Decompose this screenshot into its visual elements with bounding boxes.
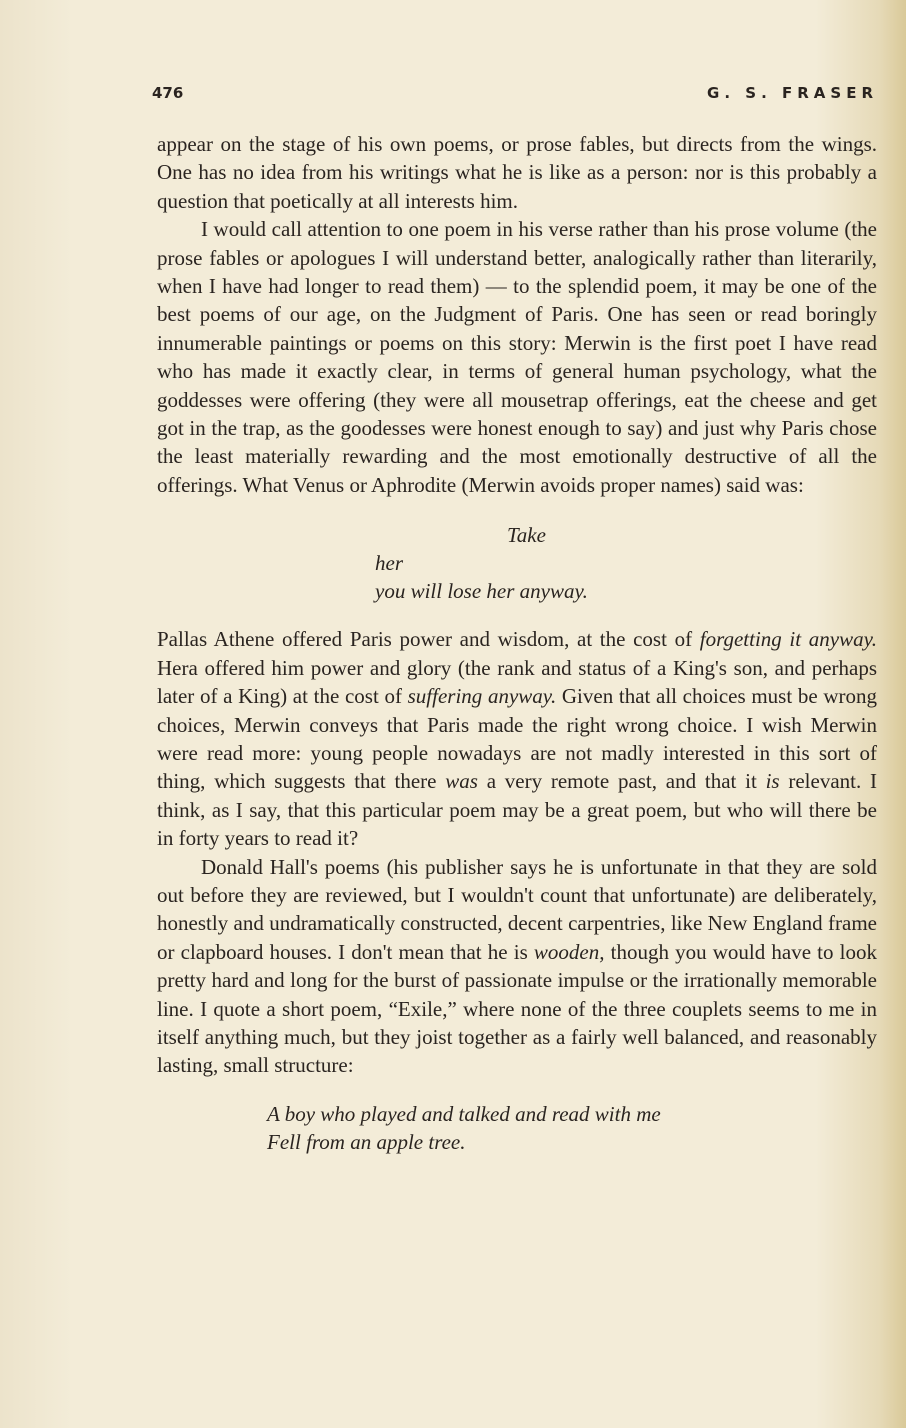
verse-line-1: Take <box>507 523 546 548</box>
verse-quote-merwin <box>157 521 877 605</box>
text-run: Pallas Athene offered Paris power and wisdom, at the cost of <box>157 627 700 652</box>
body-text <box>157 130 877 1156</box>
paragraph-2: I would call attention to one poem in his verse rather than his prose volume (the prose fables or apologues I will understand better, analogically rather than literarily, when I have had longer to read them) — to the splendid poem, it may be one of the best poems of our age, on the Judgment of Paris. One has seen or read boringly innumerable paintings or poems on this story: Merwin is the first poet I have read who has made it exactly clear, in terms of general human psychology, what the goddesses were offering (they were all mousetrap offerings, eat the cheese and get got in the trap, as the goodesses were honest enough to say) and just why Paris chose the least materially rewarding and the most emotionally destructive of all the offerings. What Venus or Aphrodite (Merwin avoids proper names) said was: <box>157 217 877 497</box>
verse-line-3: you will lose her anyway. <box>375 579 588 604</box>
paragraph-3 <box>157 625 877 852</box>
verse-line-1: A boy who played and talked and read with me <box>267 1101 661 1126</box>
text-run: Given that all choices must be wrong choices, Merwin conveys that Paris made the right wrong choice. I wish Merwin were read more: young people nowadays are not madly interested in this sort of thing, which suggests that there <box>157 684 877 794</box>
verse-quote-hall <box>157 1100 877 1156</box>
text-run: Donald Hall's poems (his publisher says he is unfortunate in that they are sold out before they are reviewed, but I wouldn't count that unfortunate) are deliberately, honestly and undramatically constructed, decent carpentries, like New England frame or clapboard houses. I don't mean that he is <box>157 854 877 964</box>
italic-run: is <box>765 769 780 794</box>
paragraph-1: appear on the stage of his own poems, or prose fables, but directs from the wings. One has no idea from his writings what he is like as a person: nor is this probably a question that poetically at all interests him. <box>157 132 877 213</box>
italic-run: wooden, <box>533 939 605 964</box>
page-number: 476 <box>152 84 184 102</box>
italic-run: forgetting it anyway. <box>699 627 877 652</box>
text-run: a very remote past, and that it <box>477 769 766 794</box>
verse-line-2: her <box>375 551 403 576</box>
running-head-author: G. S. FRASER <box>707 84 878 102</box>
text-run: though you would have to look pretty hard and long for the burst of passionate impulse or the irrationally memorable line. I quote a short poem, “Exile,” where none of the three couplets seems to me in itself anything much, but they joist together as a fairly well balanced, and reasonably lasting, small structure: <box>157 939 877 1078</box>
paragraph-4 <box>157 853 877 1080</box>
italic-run: was <box>445 769 478 794</box>
italic-run: suffering anyway. <box>407 684 557 709</box>
text-run: relevant. I think, as I say, that this particular poem may be a great poem, but who will there be in forty years to read it? <box>157 769 878 851</box>
verse-line-2: Fell from an apple tree. <box>267 1129 466 1154</box>
text-run: Hera offered him power and glory (the rank and status of a King's son, and perhaps later of a King) at the cost of <box>157 655 877 709</box>
